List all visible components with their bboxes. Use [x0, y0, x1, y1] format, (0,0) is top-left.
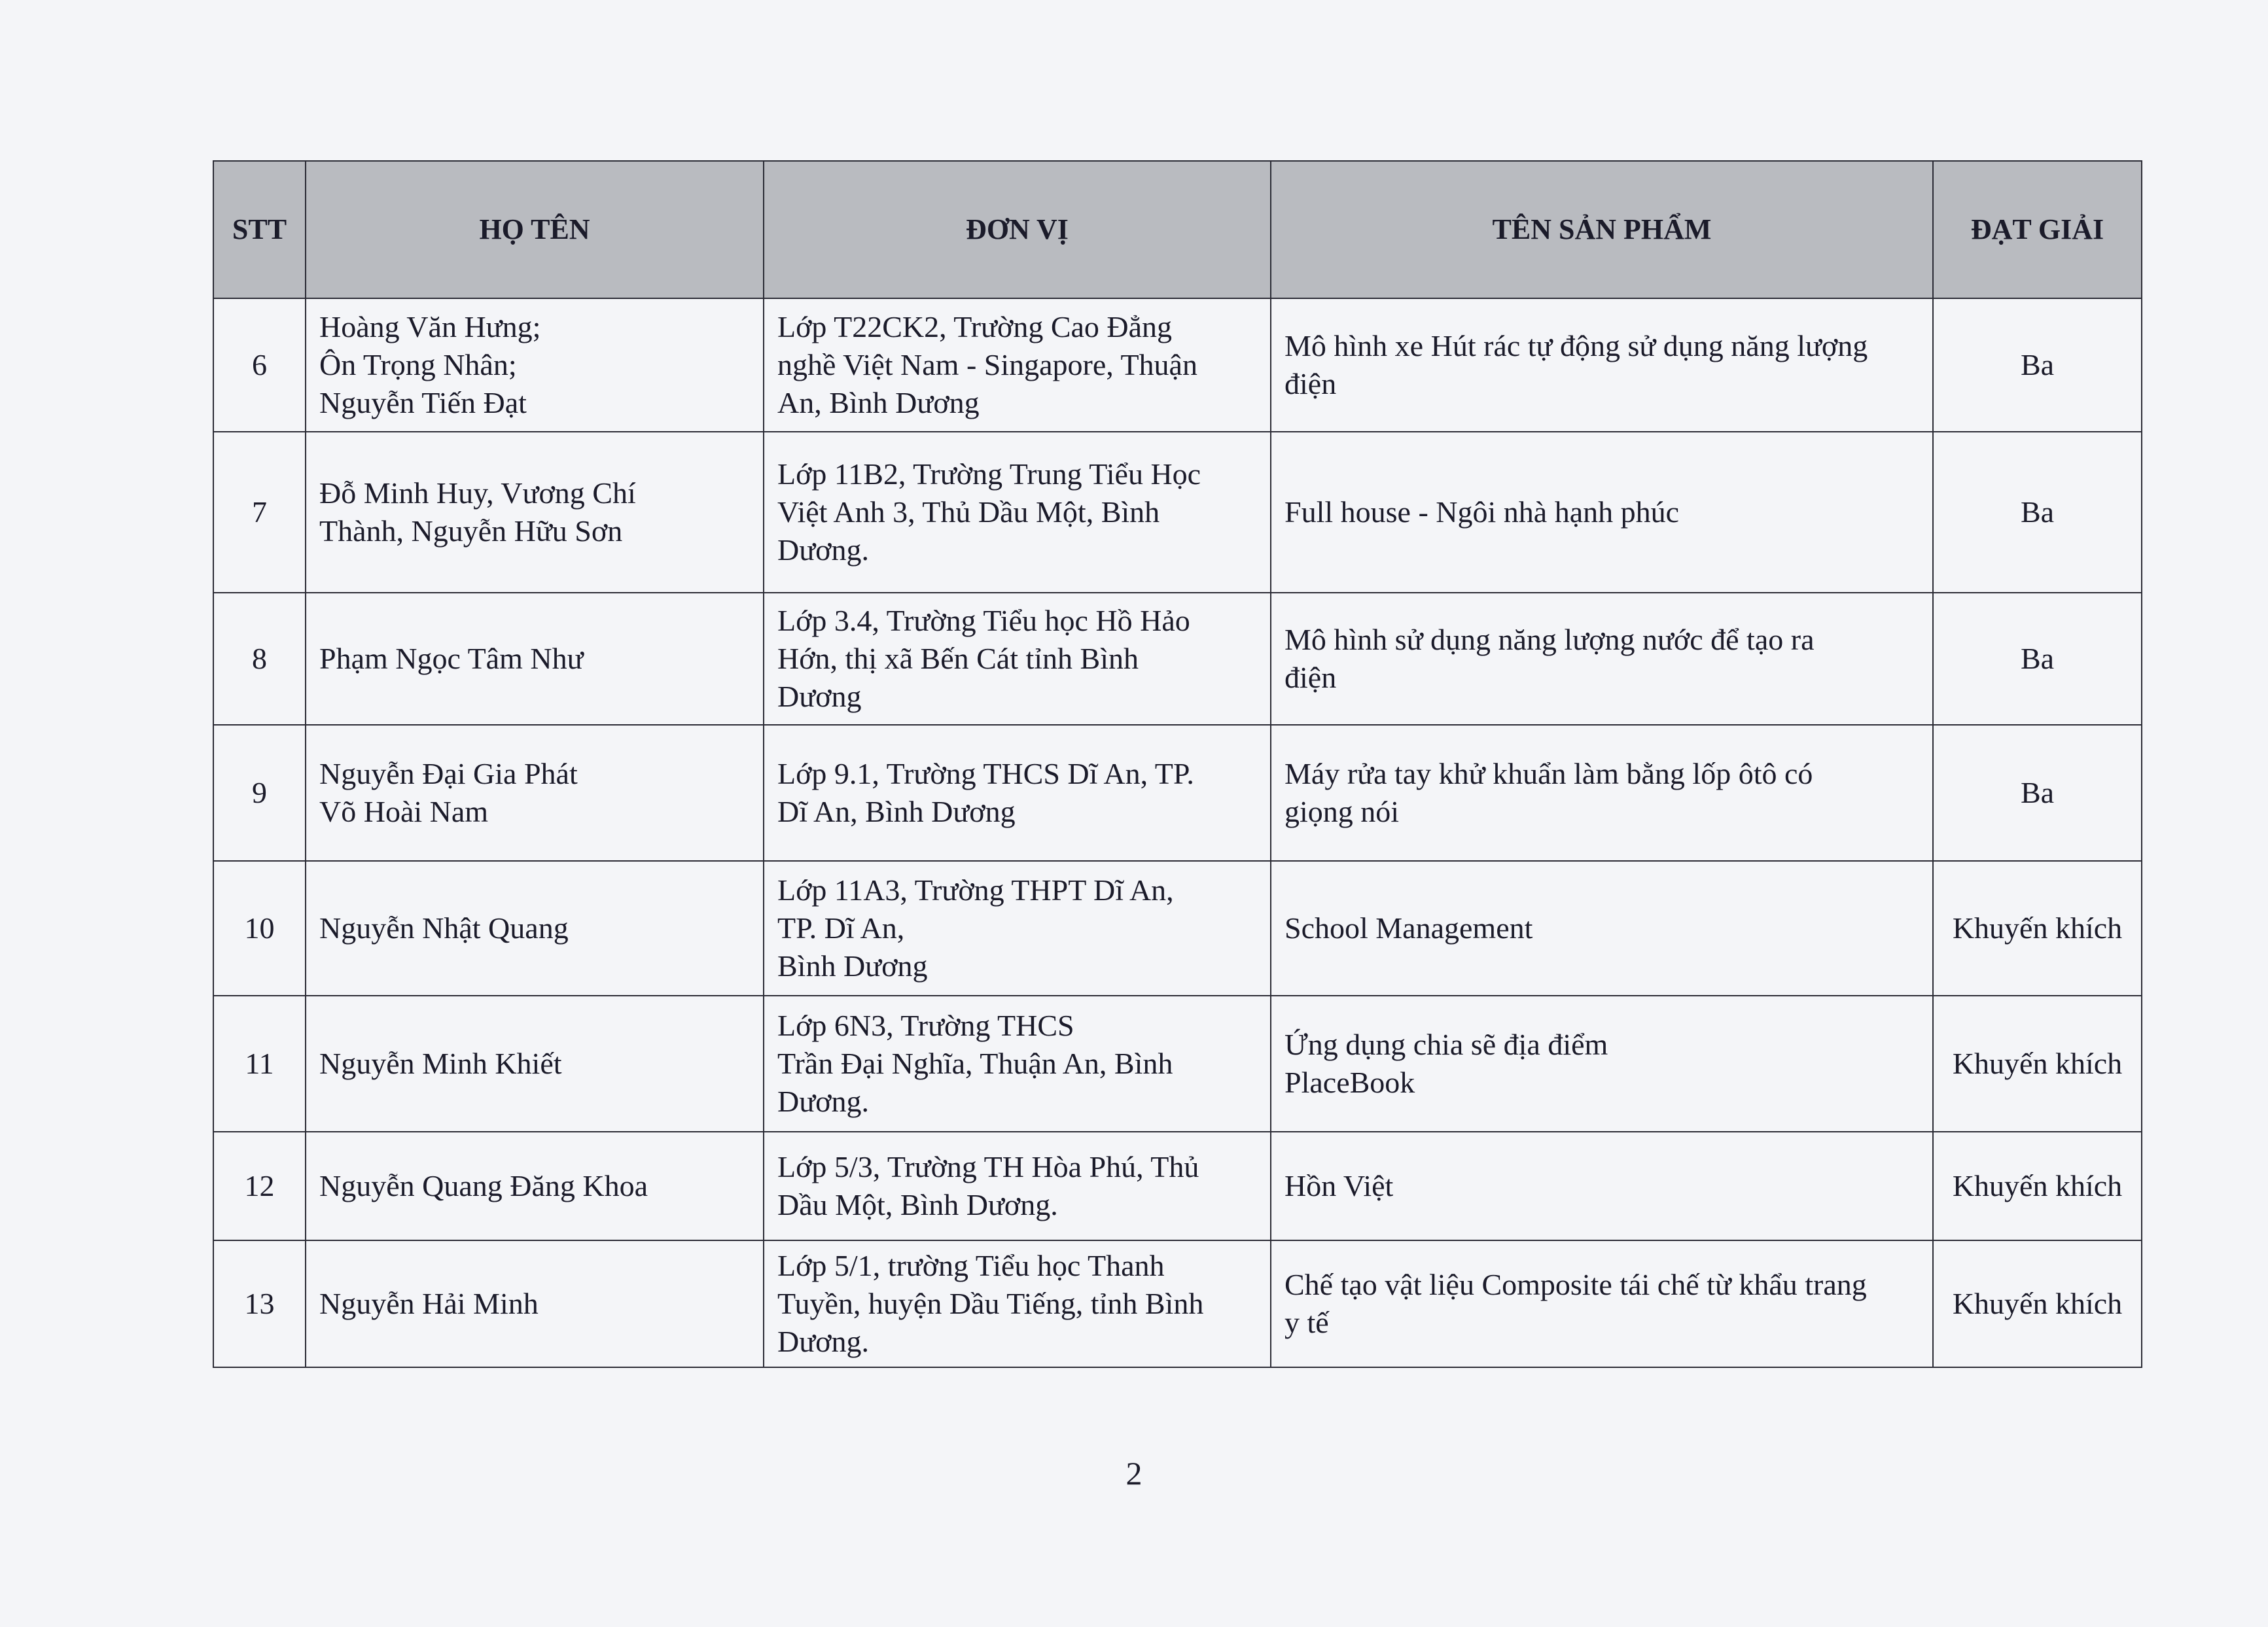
cell-product [1271, 1132, 1933, 1240]
cell-line: Nguyễn Hải Minh [319, 1287, 539, 1320]
cell-prize: Khuyến khích [1933, 1240, 2142, 1367]
cell-line: Lớp 11A3, Trường THPT Dĩ An, [777, 873, 1174, 907]
cell-line: Lớp 5/3, Trường TH Hòa Phú, Thủ [777, 1150, 1199, 1183]
table-row [213, 725, 2142, 861]
cell-product [1271, 298, 1933, 432]
cell-line: Full house - Ngôi nhà hạnh phúc [1285, 495, 1680, 529]
cell-unit [764, 996, 1271, 1132]
cell-product [1271, 593, 1933, 725]
cell-line: Phạm Ngọc Tâm Như [319, 642, 584, 675]
cell-stt: 12 [213, 1132, 306, 1240]
cell-unit [764, 1240, 1271, 1367]
header-name: HỌ TÊN [306, 161, 764, 298]
cell-stt: 6 [213, 298, 306, 432]
cell-unit [764, 593, 1271, 725]
cell-line: Dương. [777, 533, 869, 567]
cell-prize: Khuyến khích [1933, 861, 2142, 996]
cell-line: giọng nói [1285, 795, 1400, 828]
cell-product [1271, 725, 1933, 861]
table-row [213, 432, 2142, 593]
cell-stt: 9 [213, 725, 306, 861]
cell-prize: Ba [1933, 593, 2142, 725]
cell-line: nghề Việt Nam - Singapore, Thuận [777, 348, 1197, 381]
cell-stt: 10 [213, 861, 306, 996]
cell-line: Nguyễn Minh Khiết [319, 1047, 562, 1080]
cell-line: Mô hình xe Hút rác tự động sử dụng năng lượng [1285, 329, 1868, 362]
cell-line: PlaceBook [1285, 1066, 1415, 1099]
cell-product [1271, 996, 1933, 1132]
cell-line: Đỗ Minh Huy, Vương Chí [319, 476, 636, 510]
results-table [213, 160, 2142, 1368]
table-header-row [213, 161, 2142, 298]
cell-unit [764, 725, 1271, 861]
cell-line: Chế tạo vật liệu Composite tái chế từ khẩu trang [1285, 1268, 1867, 1301]
cell-line: Dĩ An, Bình Dương [777, 795, 1016, 828]
cell-line: Thành, Nguyễn Hữu Sơn [319, 514, 623, 548]
cell-line: Ứng dụng chia sẽ địa điểm [1285, 1028, 1608, 1061]
cell-product [1271, 432, 1933, 593]
table-row [213, 298, 2142, 432]
cell-line: Bình Dương [777, 949, 928, 983]
table-row [213, 1132, 2142, 1240]
table-row [213, 593, 2142, 725]
cell-line: Lớp 5/1, trường Tiểu học Thanh [777, 1249, 1165, 1282]
cell-line: TP. Dĩ An, [777, 911, 905, 945]
cell-line: Nguyễn Tiến Đạt [319, 386, 527, 419]
cell-line: Lớp 9.1, Trường THCS Dĩ An, TP. [777, 757, 1194, 790]
cell-line: Mô hình sử dụng năng lượng nước để tạo ra [1285, 623, 1815, 656]
cell-line: Nguyễn Nhật Quang [319, 911, 569, 945]
cell-unit [764, 432, 1271, 593]
cell-line: Lớp 6N3, Trường THCS [777, 1009, 1074, 1042]
cell-line: Lớp 11B2, Trường Trung Tiểu Học [777, 457, 1201, 491]
cell-line: Hớn, thị xã Bến Cát tỉnh Bình [777, 642, 1139, 675]
cell-product [1271, 861, 1933, 996]
table-body [213, 298, 2142, 1367]
cell-line: School Management [1285, 911, 1533, 945]
header-product: TÊN SẢN PHẨM [1271, 161, 1933, 298]
cell-line: Việt Anh 3, Thủ Dầu Một, Bình [777, 495, 1160, 529]
cell-name [306, 1132, 764, 1240]
cell-unit [764, 298, 1271, 432]
cell-unit [764, 861, 1271, 996]
cell-line: Dương [777, 680, 862, 713]
table-row [213, 861, 2142, 996]
cell-stt: 7 [213, 432, 306, 593]
header-stt: STT [213, 161, 306, 298]
cell-name [306, 298, 764, 432]
cell-product [1271, 1240, 1933, 1367]
cell-line: Dầu Một, Bình Dương. [777, 1188, 1058, 1221]
cell-prize: Khuyến khích [1933, 996, 2142, 1132]
cell-name [306, 593, 764, 725]
cell-line: Nguyễn Đại Gia Phát [319, 757, 578, 790]
cell-prize: Ba [1933, 432, 2142, 593]
cell-line: Hoàng Văn Hưng; [319, 310, 541, 343]
cell-line: Lớp T22CK2, Trường Cao Đẳng [777, 310, 1173, 343]
cell-line: điện [1285, 367, 1337, 400]
header-prize: ĐẠT GIẢI [1933, 161, 2142, 298]
cell-line: điện [1285, 661, 1337, 694]
cell-stt: 13 [213, 1240, 306, 1367]
cell-line: Võ Hoài Nam [319, 795, 489, 828]
cell-prize: Ba [1933, 298, 2142, 432]
cell-name [306, 1240, 764, 1367]
cell-stt: 8 [213, 593, 306, 725]
cell-line: Máy rửa tay khử khuẩn làm bằng lốp ôtô có [1285, 757, 1813, 790]
page-number: 2 [1125, 1455, 1143, 1492]
cell-line: Nguyễn Quang Đăng Khoa [319, 1169, 648, 1202]
cell-line: Dương. [777, 1085, 869, 1118]
cell-line: Hồn Việt [1285, 1169, 1394, 1202]
cell-stt: 11 [213, 996, 306, 1132]
cell-line: Trần Đại Nghĩa, Thuận An, Bình [777, 1047, 1173, 1080]
cell-line: Ôn Trọng Nhân; [319, 348, 517, 381]
cell-name [306, 996, 764, 1132]
cell-name [306, 432, 764, 593]
cell-prize: Khuyến khích [1933, 1132, 2142, 1240]
header-unit: ĐƠN VỊ [764, 161, 1271, 298]
cell-unit [764, 1132, 1271, 1240]
cell-name [306, 725, 764, 861]
cell-line: Tuyền, huyện Dầu Tiếng, tỉnh Bình [777, 1287, 1204, 1320]
cell-line: An, Bình Dương [777, 386, 980, 419]
cell-line: Lớp 3.4, Trường Tiểu học Hồ Hảo [777, 604, 1190, 637]
cell-line: Dương. [777, 1325, 869, 1358]
cell-line: y tế [1285, 1306, 1329, 1339]
table-row [213, 1240, 2142, 1367]
table-row [213, 996, 2142, 1132]
cell-prize: Ba [1933, 725, 2142, 861]
cell-name [306, 861, 764, 996]
